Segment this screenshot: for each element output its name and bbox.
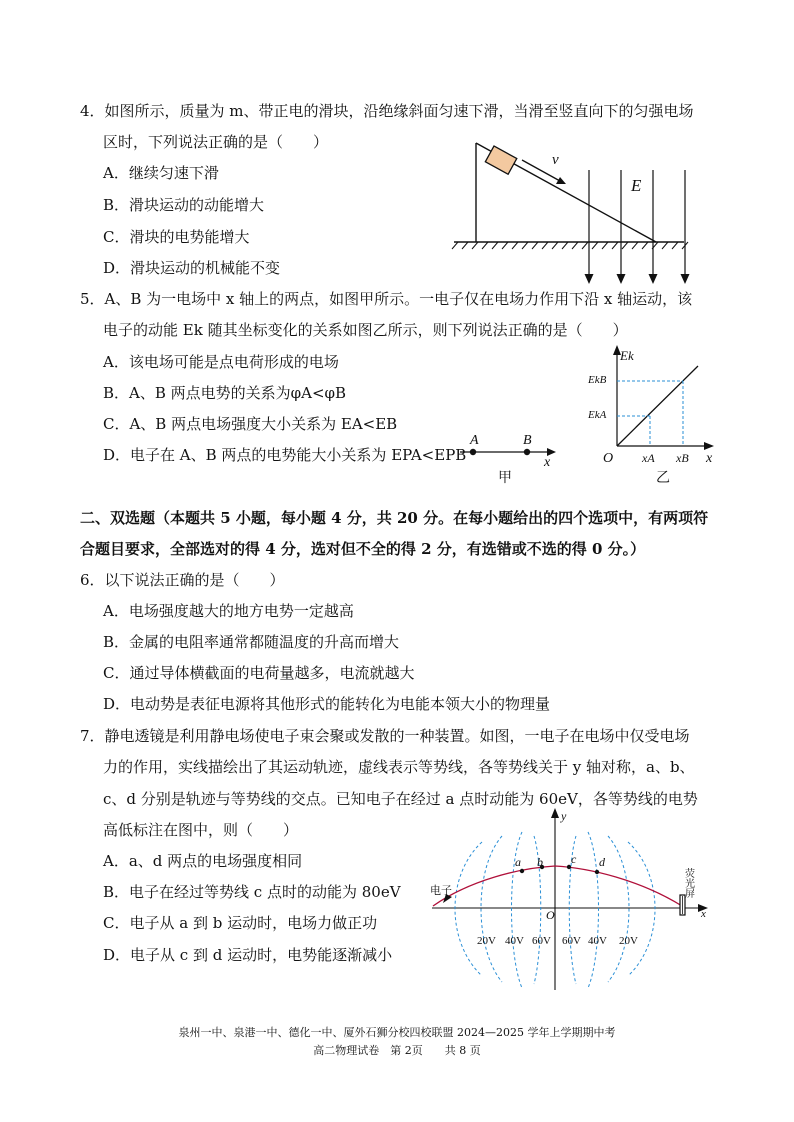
x-axis-arrowhead <box>704 442 714 450</box>
xb-tick-label: xB <box>676 451 689 465</box>
x-axis-label: x <box>701 908 706 920</box>
footer-line2: 高二物理试卷 第 2页 共 8 页 <box>313 1044 481 1057</box>
q7-option-d: D．电子从 c 到 d 运动时，电势能逐渐减小 <box>103 946 393 964</box>
xa-tick-label: xA <box>642 451 655 465</box>
potential-label-1: 20V <box>477 935 496 947</box>
ek-line <box>617 366 698 446</box>
q5-figure-yi <box>580 340 720 490</box>
q4-option-a: A．继续匀速下滑 <box>103 164 219 182</box>
q6-option-d: D．电动势是表征电源将其他形式的能转化为电能本领大小的物理量 <box>103 695 551 713</box>
q7-option-a: A．a、d 两点的电场强度相同 <box>103 852 303 870</box>
q5-figure-jia <box>455 428 565 484</box>
q7-stem-line3: c、d 分别是轨迹与等势线的交点。已知电子在经过 a 点时动能为 60eV，各等势线的电势 <box>103 790 698 808</box>
x-axis-label: x <box>706 451 713 466</box>
q7-option-b: B．电子在经过等势线 c 点时的动能为 80eV <box>103 883 401 901</box>
q6-stem: 6．以下说法正确的是（ ） <box>80 571 285 589</box>
q5-stem-line1: 5．A、B 为一电场中 x 轴上的两点，如图甲所示。一电子仅在电场力作用下沿 x 轴运动，该 <box>80 290 693 308</box>
q7-stem-line2: 力的作用，实线描绘出了其运动轨迹，虚线表示等势线，各等势线关于 y 轴对称，a、b、 <box>103 758 695 776</box>
velocity-label: v <box>552 152 559 168</box>
ekb-tick-label: EkB <box>588 374 607 386</box>
potential-label-3: 60V <box>532 935 551 947</box>
point-a-label: A <box>470 433 479 448</box>
point-b-label: b <box>537 855 543 869</box>
q5-option-d: D．电子在 A、B 两点的电势能大小关系为 EPA<EPB <box>103 446 467 464</box>
q7-stem-line4: 高低标注在图中，则（ ） <box>103 821 299 839</box>
q6-option-c: C．通过导体横截面的电荷量越多，电流就越大 <box>103 664 415 682</box>
section2-heading-line1: 二、双选题（本题共 5 小题，每小题 4 分，共 20 分。在每小题给出的四个选项中，有两项符 <box>80 509 709 527</box>
caption-jia: 甲 <box>498 471 512 486</box>
q4-option-c: C．滑块的电势能增大 <box>103 228 250 246</box>
point-b-label: B <box>523 433 532 448</box>
q5-option-c: C．A、B 两点电场强度大小关系为 EA<EB <box>103 415 398 433</box>
point-b <box>524 449 530 455</box>
electron-trajectory <box>433 866 682 906</box>
q4-stem-line1: 4．如图所示，质量为 m、带正电的滑块，沿绝缘斜面匀速下滑，当滑至竖直向下的匀强电场 <box>80 102 694 120</box>
q4-option-d: D．滑块运动的机械能不变 <box>103 259 281 277</box>
q7-stem-line1: 7．静电透镜是利用静电场使电子束会聚或发散的一种装置。如图，一电子在电场中仅受电场 <box>80 727 690 745</box>
caption-yi: 乙 <box>656 471 670 486</box>
ek-axis-label: Ek <box>620 348 634 363</box>
potential-label-6: 20V <box>619 935 638 947</box>
point-d <box>595 870 599 874</box>
potential-label-4: 60V <box>562 935 581 947</box>
q5-stem-line2: 电子的动能 Ek 随其坐标变化的关系如图乙所示，则下列说法正确的是（ ） <box>103 321 628 339</box>
potential-label-2: 40V <box>505 935 524 947</box>
q4-stem-line2: 区时，下列说法正确的是（ ） <box>103 133 329 151</box>
point-a <box>470 449 476 455</box>
field-label-e: E <box>631 176 642 195</box>
velocity-arrowhead <box>556 177 566 184</box>
section2-heading-line2: 合题目要求，全部选对的得 4 分，选对但不全的得 2 分，有选错或不选的得 0 分。） <box>80 540 646 558</box>
y-axis-label: y <box>561 809 567 823</box>
origin-label: O <box>546 908 555 922</box>
q4-option-b: B．滑块运动的动能增大 <box>103 196 265 214</box>
q6-option-a: A．电场强度越大的地方电势一定越高 <box>103 602 354 620</box>
q7-option-c: C．电子从 a 到 b 运动时，电场力做正功 <box>103 914 378 932</box>
q5-option-b: B．A、B 两点电势的关系为φA<φB <box>103 384 347 402</box>
point-a <box>520 869 524 873</box>
q5-option-a: A．该电场可能是点电荷形成的电场 <box>103 353 339 371</box>
potential-label-5: 40V <box>588 935 607 947</box>
point-a-label: a <box>515 855 521 869</box>
q7-electrostatic-lens-figure <box>425 800 715 995</box>
origin-label: O <box>603 451 614 466</box>
y-axis-arrowhead <box>551 808 559 818</box>
electron-label: 电子 <box>430 885 452 897</box>
footer-line1: 泉州一中、泉港一中、德化一中、厦外石狮分校四校联盟 2024—2025 学年上学期期中考 <box>178 1026 616 1039</box>
eka-tick-label: EkA <box>588 409 607 421</box>
electric-field-arrowheads <box>585 274 690 284</box>
q4-incline-figure <box>450 128 700 288</box>
point-c-label: c <box>571 852 577 866</box>
point-d-label: d <box>599 855 605 869</box>
q6-option-b: B．金属的电阻率通常都随温度的升高而增大 <box>103 633 400 651</box>
x-axis-label: x <box>544 455 551 470</box>
screen-label: 荧光屏 <box>682 868 694 898</box>
